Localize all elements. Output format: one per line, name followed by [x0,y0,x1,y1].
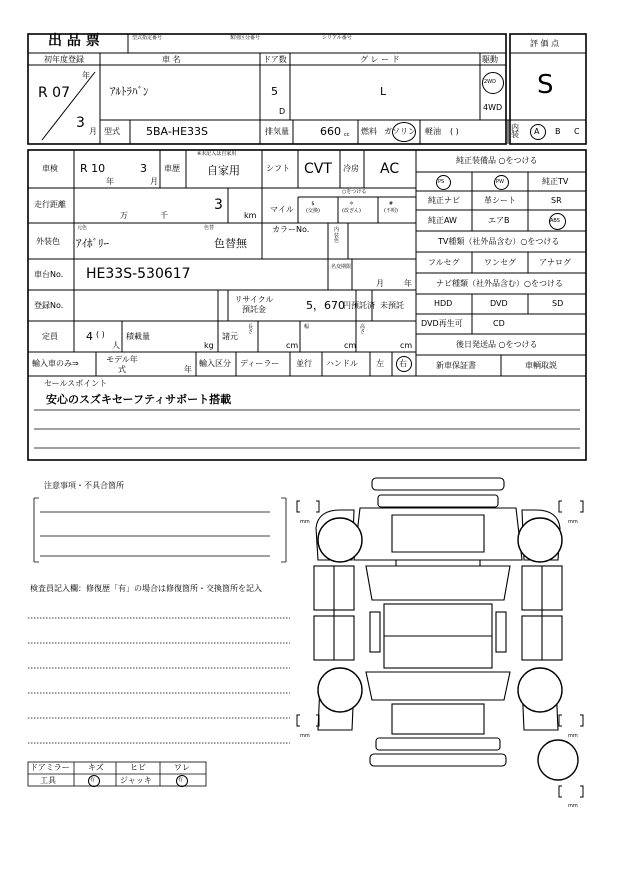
handle: ハンドル [326,359,358,368]
chassis: HE33S-530617 [86,266,191,282]
inspect-nen: 年 [106,177,114,186]
hibi-label: ヒビ [130,763,146,772]
color-label: 外装色 [36,237,60,246]
tv-analog: アナログ [539,258,571,267]
equip-header: 純正装備品 ○をつける [456,156,538,165]
reg-no-label: 登録No. [34,301,64,310]
caution-label: 注意事項・不具合箇所 [44,481,124,490]
history-label: 車歴 [164,164,180,173]
ware-label: ワレ [174,763,190,772]
width-label: 幅 [304,324,310,330]
sales-text: 安心のスズキセーフティサポート搭載 [46,393,232,406]
capacity: 4 [86,330,93,343]
cooler: AC [380,161,400,177]
interior-color-label: 内装色 [334,227,340,244]
cooler-label: 冷房 [343,164,359,173]
mileage-man: 万 [120,211,128,220]
form-title: 出 品 票 [48,33,100,49]
shift-label: シフト [266,164,290,173]
unknown-option: # (不明) [384,201,398,214]
inspect-tsuki: 月 [150,177,158,186]
model: 5BA-HE33S [146,125,208,138]
fuel-paren: ( ) [450,127,459,136]
name-change-label: 名変期限 [331,264,352,270]
dims-label: 諸元 [222,332,238,341]
drive-4wd: 4WD [483,103,503,112]
tamper-option: ＊ (改ざん) [342,201,361,214]
equip-tv: 純正TV [542,177,569,186]
capacity-unit: 人 [112,341,120,350]
navi-hdd: HDD [434,299,453,308]
tv-type-label: TV種類（社外品含む）○をつける [438,237,560,246]
shift: CVT [304,161,332,177]
orig-color-label: 元色 [77,225,88,231]
length-cm: cm [286,341,299,350]
fuel-label: 燃料 [361,127,377,136]
eval-label: 評 価 点 [530,39,560,48]
year-unit: 年 [82,71,90,80]
later-manual: 車輌取説 [525,361,557,370]
capacity-paren: ( ) [96,330,105,339]
name-change-nen: 年 [404,279,412,288]
navi-dvd-play: DVD再生可 [421,319,463,328]
inspect-label: 車検 [42,164,58,173]
fuel-gas: ガソリン [384,127,416,136]
mark-label: ○をつける [342,189,367,195]
kizu-label: キズ [88,763,104,772]
mm-rear-right: mm [568,733,578,739]
repaint: 色替無 [214,237,247,250]
fuel-light: 軽油 [425,127,441,136]
import-label: 輸入車のみ⇒ [32,359,79,368]
equip-pw: PW [496,179,504,185]
car-name-label: 車 名 [162,55,181,64]
mirror-label: ドアミラー [30,763,70,772]
recycle-unpaid: 未預託 [380,301,404,310]
doors: 5 [271,85,278,98]
exchange-option: $ (交換) [306,201,320,214]
mm-front-right: mm [568,519,578,525]
history: 自家用 [207,164,240,177]
drive-2wd: 2WD [484,79,496,85]
height-cm: cm [400,341,413,350]
model-year-label: モデル年式 [106,355,138,374]
later-warranty: 新車保証書 [436,361,476,370]
jack-yes: 有 [178,777,184,783]
parallel: 並行 [296,359,312,368]
interior-label: 内装 [511,123,519,140]
chassis-label: 車台No. [34,270,64,279]
mm-front-left: mm [300,519,310,525]
tv-oneseg: ワンセグ [484,258,516,267]
history-note: ※未記入は自家用 [197,151,237,157]
equip-aw: 純正AW [428,216,457,225]
mileage-km: km [244,211,257,220]
dealer: ディーラー [240,359,280,368]
model-label: 型式 [104,127,120,136]
first-reg-month: 3 [76,115,85,131]
height-label: 高さ [360,324,366,335]
repaint-label: 色替 [204,225,215,231]
jack-label: ジャッキ [120,776,152,785]
type-cert-label: 型式指定番号 [132,35,163,41]
equip-sr: SR [551,196,562,205]
tool-yes: 有 [90,777,96,783]
orig-color: ｱｲﾎﾞﾘｰ [76,237,109,250]
length-label: 長さ [248,324,254,335]
later-label: 後日発送品 ○をつける [456,340,538,349]
import-class: 輸入区分 [199,359,231,368]
first-reg-era: R 07 [38,85,70,101]
tv-fullseg: フルセグ [428,258,460,267]
interior-b: B [555,127,561,136]
cc-unit: cc [344,132,350,138]
recycle-amount: 5，670 [306,299,345,312]
width-cm: cm [344,341,357,350]
equip-navi: 純正ナビ [428,196,460,205]
equip-airbag: エアB [488,216,510,225]
equip-leather: 革シート [484,196,516,205]
navi-dvd: DVD [490,299,508,308]
door-type: D [279,107,286,116]
handle-left: 左 [376,359,384,368]
mile-option: マイル [270,205,294,214]
mileage-label: 走行距離 [34,200,66,209]
handle-right: 右 [399,359,407,368]
equip-ps: PS [438,179,445,185]
recycle-paid: 円預託済 [343,301,375,310]
name-change-tsuki: 月 [376,279,384,288]
sales-label: セールスポイント [44,379,108,388]
capacity-label: 定員 [42,332,58,341]
inspector-label: 検査員記入欄：修復歴「有」の場合は修復箇所・交換箇所を記入 [30,584,262,593]
month-unit: 月 [89,127,97,136]
load-kg: kg [204,341,214,350]
drive-label: 駆動 [482,55,498,64]
mm-rear-left: mm [300,733,310,739]
eval-score: S [537,70,554,100]
equip-abs: ABS [550,218,560,224]
mileage-sen: 千 [160,211,168,220]
interior-a: A [534,127,540,136]
serial-label: シリアル番号 [322,35,352,41]
class-label: 類別区分番号 [230,35,261,41]
interior-c: C [574,127,580,136]
color-no-label: カラーNo. [272,225,310,234]
displacement: 660 [320,125,341,138]
inspect-era: R 10 [80,162,106,175]
load-label: 積載量 [126,332,150,341]
navi-sd: SD [552,299,564,308]
mileage-digit: 3 [214,197,223,213]
inspect-month: 3 [140,162,147,175]
tool-label: 工具 [40,776,56,785]
first-reg-label: 初年度登録 [44,55,84,64]
grade: L [380,85,387,98]
recycle-label: リサイクル預託金 [234,295,274,314]
car-name: ｱﾙﾄﾗﾊﾞﾝ [110,85,149,98]
mm-spare: mm [568,803,578,809]
grade-label: グ レ ー ド [360,55,400,64]
navi-cd: CD [493,319,505,328]
displacement-label: 排気量 [265,127,289,136]
navi-type-label: ナビ種類（社外品含む）○をつける [436,279,563,288]
doors-label: ドア数 [263,55,287,64]
model-year-nen: 年 [184,365,192,374]
